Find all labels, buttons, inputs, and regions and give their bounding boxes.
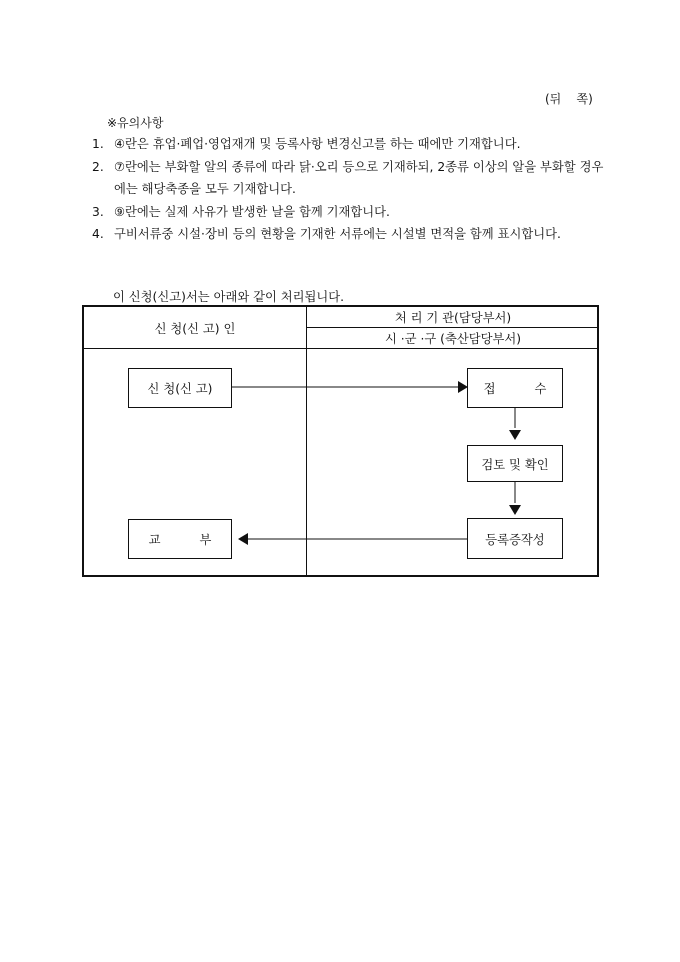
box-review	[467, 445, 563, 482]
box-receive-label: 접 수	[483, 382, 547, 396]
box-receive	[467, 368, 563, 408]
page-side-label: (뒤 쪽)	[545, 92, 593, 106]
note-number: 2.	[92, 159, 104, 174]
process-flow-table	[82, 305, 599, 577]
box-apply	[128, 368, 232, 408]
note-item	[92, 133, 612, 156]
note-number: 4.	[92, 227, 104, 241]
flow-intro: 이 신청(신고)서는 아래와 같이 처리됩니다.	[113, 290, 345, 304]
notes-list	[92, 133, 612, 246]
box-review-label: 검토 및 확인	[481, 457, 549, 472]
box-issue-cert-label: 등록증작성	[485, 532, 545, 547]
note-text: 구비서류중 시설·장비 등의 현황을 기재한 서류에는 시설별 면적을 함께 표시합니다.	[114, 227, 561, 241]
arrow-head-icon	[509, 505, 521, 515]
note-text: ④란은 휴업·폐업·영업재개 및 등록사항 변경신고를 하는 때에만 기재합니다.	[114, 137, 521, 151]
header-agency-sub: 시 ·군 ·구 (축산담당부서)	[384, 332, 522, 346]
box-apply-label: 신 청(신 고)	[147, 382, 213, 396]
note-item	[92, 156, 612, 201]
header-agency: 처 리 기 관(담당부서)	[394, 311, 512, 325]
box-deliver-label: 교 부	[148, 533, 212, 547]
box-deliver	[128, 519, 232, 559]
note-text: ⑦란에는 부화할 알의 종류에 따라 닭·오리 등으로 기재하되, 2종류 이상의 알을 부화할 경우에는 해당축종을 모두 기재합니다.	[114, 159, 604, 196]
note-item	[92, 201, 612, 224]
box-issue-cert	[467, 518, 563, 559]
arrow-head-icon	[509, 430, 521, 440]
header-applicant: 신 청(신 고) 인	[154, 322, 236, 336]
note-item	[92, 223, 612, 246]
arrow-head-icon	[238, 533, 248, 545]
note-number: 1.	[92, 137, 104, 151]
note-number: 3.	[92, 204, 104, 219]
notes-title: ※유의사항	[107, 116, 164, 130]
note-text: ⑨란에는 실제 사유가 발생한 날을 함께 기재합니다.	[114, 204, 390, 219]
